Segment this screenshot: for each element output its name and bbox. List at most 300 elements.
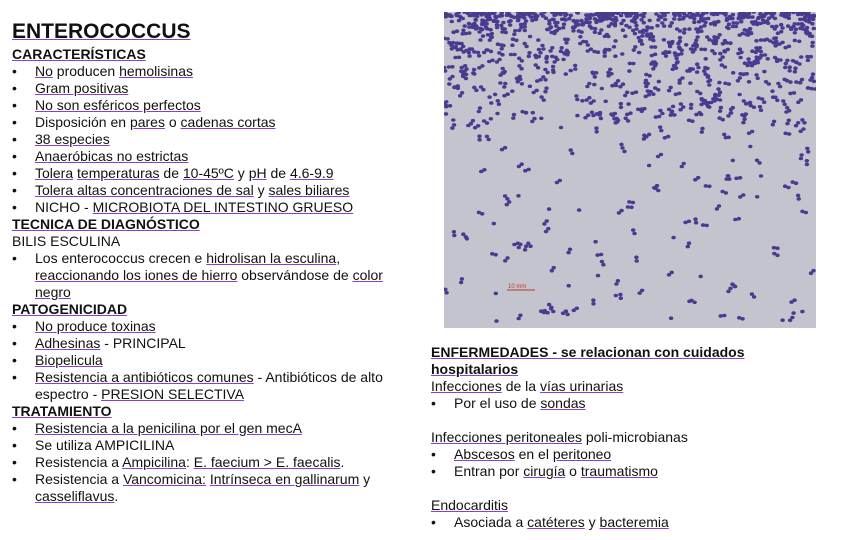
bacterium-cell <box>585 98 589 102</box>
bacterium-cell <box>812 80 816 84</box>
bacterium-cell <box>789 26 793 30</box>
bacterium-cell <box>731 71 735 75</box>
bacterium-cell <box>671 68 675 72</box>
bacterium-cell <box>805 159 809 163</box>
bacterium-cell <box>444 288 448 292</box>
bacterium-cell <box>593 75 597 79</box>
bacterium-cell <box>755 23 759 27</box>
bacterium-cell <box>682 31 686 35</box>
bacterium-cell <box>759 109 763 113</box>
diagnostico-subheading: BILIS ESCULINA <box>12 233 121 249</box>
bacterium-cell <box>634 256 638 260</box>
bacterium-cell <box>458 47 462 51</box>
text-segment: Resistencia a <box>35 454 123 470</box>
bacterium-cell <box>477 110 481 114</box>
bacterium-cell <box>523 29 527 33</box>
bacterium-cell <box>680 165 684 169</box>
bacterium-cell <box>589 101 593 105</box>
bacterium-cell <box>773 17 777 21</box>
bacterium-cell <box>797 197 801 201</box>
text-segment: - Antibióticos de alto espectro - <box>35 369 383 402</box>
text-segment: No son esféricos perfectos <box>35 97 201 113</box>
bacterium-cell <box>810 44 814 48</box>
bacterium-cell <box>552 60 556 64</box>
bacterium-cell <box>564 72 568 76</box>
bacterium-cell <box>669 86 673 90</box>
bacterium-cell <box>568 248 572 252</box>
bacterium-cell <box>664 51 668 55</box>
bacterium-cell <box>693 41 697 45</box>
bacterium-cell <box>772 120 776 124</box>
bacterium-cell <box>523 248 527 252</box>
disease-group-list <box>431 446 831 480</box>
bacterium-cell <box>692 17 696 21</box>
bacterium-cell <box>789 300 793 304</box>
text-segment: Abscesos <box>454 446 515 462</box>
list-item <box>12 369 417 403</box>
bacterium-cell <box>718 109 722 113</box>
list-item <box>12 250 417 301</box>
bacterium-cell <box>488 28 492 32</box>
text-segment: pares <box>129 114 165 130</box>
bacterium-cell <box>802 121 806 125</box>
bacterium-cell <box>444 69 447 73</box>
bacterium-cell <box>783 103 787 107</box>
text-segment: Resistencia a la penicilina por el gen mecA <box>35 420 302 436</box>
bacterium-cell <box>766 57 770 61</box>
bacterium-cell <box>555 181 559 185</box>
bacterium-cell <box>767 82 771 86</box>
text-segment: Tolera <box>35 165 74 181</box>
bacterium-cell <box>718 58 722 62</box>
bacterium-cell <box>585 85 589 89</box>
bacterium-cell <box>578 35 582 39</box>
text-segment: Por el uso de <box>454 395 541 411</box>
bacterium-cell <box>500 148 504 152</box>
bacterium-cell <box>606 74 610 78</box>
bacterium-cell <box>734 177 738 181</box>
bacterium-cell <box>721 118 725 122</box>
text-segment: y <box>584 514 600 530</box>
bacterium-cell <box>536 66 540 70</box>
bacterium-cell <box>718 98 722 102</box>
bacterium-cell <box>698 92 702 96</box>
bacterium-cell <box>809 55 813 59</box>
bacterium-cell <box>752 105 756 109</box>
bacterium-cell <box>754 46 758 50</box>
bacterium-cell <box>806 150 810 154</box>
bacterium-cell <box>576 12 580 15</box>
bacterium-cell <box>629 206 633 210</box>
list-item <box>12 148 417 165</box>
bacterium-cell <box>738 33 742 37</box>
bacterium-cell <box>467 54 471 58</box>
bacterium-cell <box>705 224 709 228</box>
bacterium-cell <box>668 45 672 49</box>
bacterium-cell <box>709 22 713 26</box>
bacterium-cell <box>451 118 455 122</box>
list-item <box>431 463 831 480</box>
bacterium-cell <box>717 81 721 85</box>
bacterium-cell <box>806 59 810 63</box>
text-segment: Los enterococcus crecen e <box>35 250 207 266</box>
bacterium-cell <box>455 14 459 18</box>
bacterium-cell <box>793 39 797 43</box>
bacterium-cell <box>674 57 678 61</box>
bacterium-cell <box>756 77 760 81</box>
bacterium-cell <box>762 100 766 104</box>
enfermedades-groups <box>431 378 831 531</box>
bacterium-cell <box>523 25 527 29</box>
bacterium-cell <box>721 42 725 46</box>
bacterium-cell <box>614 294 618 298</box>
bacterium-cell <box>625 91 629 95</box>
bacterium-cell <box>670 110 674 114</box>
bacterium-cell <box>495 26 499 30</box>
bacterium-cell <box>706 17 710 21</box>
bacterium-cell <box>619 14 623 18</box>
bacterium-cell <box>539 12 543 16</box>
bacterium-cell <box>692 301 696 305</box>
bacterium-cell <box>774 40 778 44</box>
bacterium-cell <box>495 60 499 64</box>
text-segment: . <box>340 454 345 470</box>
bacterium-cell <box>561 311 565 315</box>
bacterium-cell <box>535 79 539 83</box>
bacterium-cell <box>527 13 531 17</box>
bacterium-cell <box>811 41 815 45</box>
bacterium-cell <box>578 42 582 46</box>
bacterium-cell <box>471 71 475 75</box>
bacterium-cell <box>562 22 566 26</box>
bacterium-cell <box>680 49 684 53</box>
bacterium-cell <box>613 54 617 58</box>
bacterium-cell <box>754 50 758 54</box>
bacterium-cell <box>598 113 602 117</box>
bacterium-cell <box>464 32 468 36</box>
bacterium-cell <box>727 22 731 26</box>
bacterium-cell <box>527 55 531 59</box>
bacterium-cell <box>478 106 482 110</box>
bacterium-cell <box>733 218 737 222</box>
bacterium-cell <box>713 38 717 42</box>
bacterium-cell <box>647 164 651 168</box>
bacterium-cell <box>791 311 795 315</box>
bacterium-cell <box>632 232 636 236</box>
bacterium-cell <box>740 317 744 321</box>
bacterium-cell <box>463 64 467 68</box>
bacterium-cell <box>613 39 617 43</box>
text-segment: y <box>253 182 269 198</box>
bacterium-cell <box>788 69 792 73</box>
bacterium-cell <box>642 21 646 25</box>
bacterium-cell <box>464 49 468 53</box>
disease-group-list <box>431 514 831 531</box>
bacterium-cell <box>810 76 814 80</box>
bacterium-cell <box>788 65 792 69</box>
bacterium-cell <box>754 39 758 43</box>
section-heading-tratamiento: TRATAMIENTO <box>12 403 112 419</box>
bacterium-cell <box>474 18 478 22</box>
bacterium-cell <box>758 105 762 109</box>
bacterium-cell <box>544 86 548 90</box>
bacterium-cell <box>571 29 575 33</box>
bacterium-cell <box>561 58 565 62</box>
bacterium-cell <box>784 62 788 66</box>
bacterium-cell <box>451 30 455 34</box>
bacterium-cell <box>606 15 610 19</box>
bacterium-cell <box>547 22 551 26</box>
bacterium-cell <box>674 93 678 97</box>
bacterium-cell <box>749 61 753 65</box>
bacterium-cell <box>445 37 449 41</box>
bacterium-cell <box>809 271 813 275</box>
list-item <box>12 63 417 80</box>
text-segment: observándose de <box>237 267 353 283</box>
bacterium-cell <box>511 116 515 120</box>
bacterium-cell <box>707 38 711 42</box>
bacterium-cell <box>731 106 735 110</box>
text-segment: bacteremia <box>599 514 669 530</box>
bacterium-cell <box>477 134 481 138</box>
bacterium-cell <box>543 78 547 82</box>
bacterium-cell <box>606 35 610 39</box>
bacterium-cell <box>783 46 787 50</box>
bacterium-cell <box>545 60 549 64</box>
bacterium-cell <box>775 99 779 103</box>
bacterium-cell <box>610 18 614 22</box>
tratamiento-list <box>12 420 417 505</box>
bacterium-cell <box>503 82 507 86</box>
bacterium-cell <box>528 85 532 89</box>
bacterium-cell <box>631 62 635 66</box>
text-segment: de <box>159 165 183 181</box>
bacterium-cell <box>739 51 743 55</box>
bacterium-cell <box>748 145 752 149</box>
bacterium-cell <box>489 35 493 39</box>
bacterium-cell <box>600 260 604 264</box>
bacterium-cell <box>738 47 742 51</box>
bacterium-cell <box>613 22 617 26</box>
bacterium-cell <box>512 53 516 57</box>
bacterium-cell <box>727 82 731 86</box>
text-segment: Infecciones <box>431 378 502 394</box>
list-item <box>12 454 417 471</box>
bacterium-cell <box>738 56 742 60</box>
bacterium-cell <box>492 222 496 226</box>
bacterium-cell <box>707 185 711 189</box>
bacterium-cell <box>453 56 457 60</box>
bacterium-cell <box>517 165 521 169</box>
text-segment: sales biliares <box>268 182 350 198</box>
bacterium-cell <box>634 24 638 28</box>
bacterium-cell <box>461 29 465 33</box>
bacterium-cell <box>774 25 778 29</box>
bacterium-cell <box>699 16 703 20</box>
bacterium-cell <box>724 191 728 195</box>
bacterium-cell <box>644 95 648 99</box>
bacterium-cell <box>657 80 661 84</box>
diagnostico-list <box>12 250 417 301</box>
bacterium-cell <box>783 66 787 70</box>
bacterium-cell <box>612 117 616 121</box>
bacterium-cell <box>673 64 677 68</box>
bacterium-cell <box>725 26 729 30</box>
bacterium-cell <box>481 88 485 92</box>
bacterium-cell <box>623 34 627 38</box>
list-item <box>12 471 417 505</box>
bacterium-cell <box>619 296 623 300</box>
bacterium-cell <box>620 146 624 150</box>
bacterium-cell <box>719 106 723 110</box>
bacterium-cell <box>473 126 477 130</box>
bacterium-cell <box>756 17 760 21</box>
bacterium-cell <box>619 102 623 106</box>
bacterium-cell <box>448 77 452 81</box>
section-heading-diagnostico: TECNICA DE DIAGNÓSTICO <box>12 216 200 232</box>
bacterium-cell <box>516 194 520 198</box>
bacterium-cell <box>444 104 448 108</box>
bacterium-cell <box>520 59 524 63</box>
bacterium-cell <box>642 134 646 138</box>
bacterium-cell <box>786 186 790 190</box>
text-segment: traumatismo <box>580 463 658 479</box>
bacterium-cell <box>787 132 791 136</box>
bacterium-cell <box>662 24 666 28</box>
bacterium-cell <box>755 195 759 199</box>
bacterium-cell <box>812 27 816 31</box>
bacterium-cell <box>530 19 534 23</box>
bacterium-cell <box>707 83 711 87</box>
bacterium-cell <box>569 14 573 18</box>
bacterium-cell <box>775 254 779 258</box>
bacterium-cell <box>784 110 788 114</box>
bacterium-cell <box>479 170 483 174</box>
bacterium-cell <box>444 112 448 116</box>
bacterium-cell <box>780 318 784 322</box>
bacterium-cell <box>744 33 748 37</box>
bacterium-cell <box>618 293 622 297</box>
bacterium-cell <box>475 14 479 18</box>
bacterium-cell <box>744 102 748 106</box>
bacterium-cell <box>696 66 700 70</box>
bacterium-cell <box>537 48 541 52</box>
bacterium-cell <box>736 79 740 83</box>
bacterium-cell <box>516 19 520 23</box>
bacterium-cell <box>663 136 667 140</box>
bacterium-cell <box>607 24 611 28</box>
bacterium-cell <box>689 103 693 107</box>
bacterium-cell <box>444 291 448 295</box>
bacterium-cell <box>452 230 456 234</box>
bacterium-cell <box>781 99 785 103</box>
bacterium-cell <box>776 82 780 86</box>
bacterium-cell <box>633 45 637 49</box>
list-item <box>12 318 417 335</box>
bacterium-cell <box>794 61 798 65</box>
bacterium-cell <box>464 67 468 71</box>
bacterium-cell <box>594 126 598 130</box>
bacterium-cell <box>518 314 522 318</box>
bacterium-cell <box>694 45 698 49</box>
bacterium-cell <box>668 24 672 28</box>
bacterium-cell <box>757 161 761 165</box>
bacterium-cell <box>706 74 710 78</box>
bacterium-cell <box>715 207 719 211</box>
bacterium-cell <box>679 102 683 106</box>
bacterium-cell <box>682 28 686 32</box>
bacterium-cell <box>461 72 465 76</box>
bacterium-cell <box>477 54 481 58</box>
bacterium-cell <box>725 18 729 22</box>
bacterium-cell <box>726 114 730 118</box>
bacterium-cell <box>712 42 716 46</box>
bacterium-cell <box>794 124 798 128</box>
bacterium-cell <box>797 40 801 44</box>
bacterium-cell <box>575 114 579 118</box>
text-segment: Infecciones peritoneales <box>431 429 582 445</box>
bacterium-cell <box>646 82 650 86</box>
bacterium-cell <box>477 138 481 142</box>
bacterium-cell <box>452 234 456 238</box>
bacterium-cell <box>724 136 728 140</box>
list-item <box>12 114 417 131</box>
bacterium-cell <box>726 174 730 178</box>
bacterium-cell <box>480 212 484 216</box>
bacterium-cell <box>583 116 587 120</box>
bacterium-cell <box>620 52 624 56</box>
text-segment: pH <box>248 165 267 181</box>
bacterium-cell <box>604 100 608 104</box>
bacterium-cell <box>690 119 694 123</box>
bacterium-cell <box>492 19 496 23</box>
bacterium-cell <box>596 50 600 54</box>
text-segment: . <box>114 488 119 504</box>
bacterium-cell <box>500 27 504 31</box>
bacterium-cell <box>728 41 732 45</box>
bacterium-cell <box>808 34 812 38</box>
bacterium-cell <box>524 245 528 249</box>
bacterium-cell <box>450 47 454 51</box>
bacterium-cell <box>547 207 551 211</box>
bacterium-cell <box>722 49 726 53</box>
bacterium-cell <box>524 19 528 23</box>
page-title: ENTEROCOCCUS <box>12 20 191 43</box>
bacterium-cell <box>684 43 688 47</box>
disease-group-title <box>431 497 831 514</box>
bacterium-cell <box>505 13 509 17</box>
bacterium-cell <box>805 15 809 19</box>
bacterium-cell <box>794 28 798 32</box>
bacterium-cell <box>662 38 666 42</box>
bacterium-cell <box>799 157 803 161</box>
bacterium-cell <box>562 17 566 21</box>
text-segment: Anaeróbicas no estrictas <box>35 148 189 164</box>
bacterium-cell <box>480 13 484 17</box>
bacterium-cell <box>739 20 743 24</box>
bacterium-cell <box>484 15 488 19</box>
text-segment: Se utiliza AMPICILINA <box>35 437 175 453</box>
bacterium-cell <box>488 38 492 42</box>
bacterium-cell <box>586 43 590 47</box>
text-segment: PRESION SELECTIVA <box>101 386 245 402</box>
bacterium-cell <box>489 50 493 54</box>
text-segment: Biopelicula <box>35 352 103 368</box>
bacterium-cell <box>502 85 506 89</box>
text-segment: y <box>359 471 371 487</box>
bacterium-cell <box>458 94 462 98</box>
bacterium-cell <box>560 46 564 50</box>
